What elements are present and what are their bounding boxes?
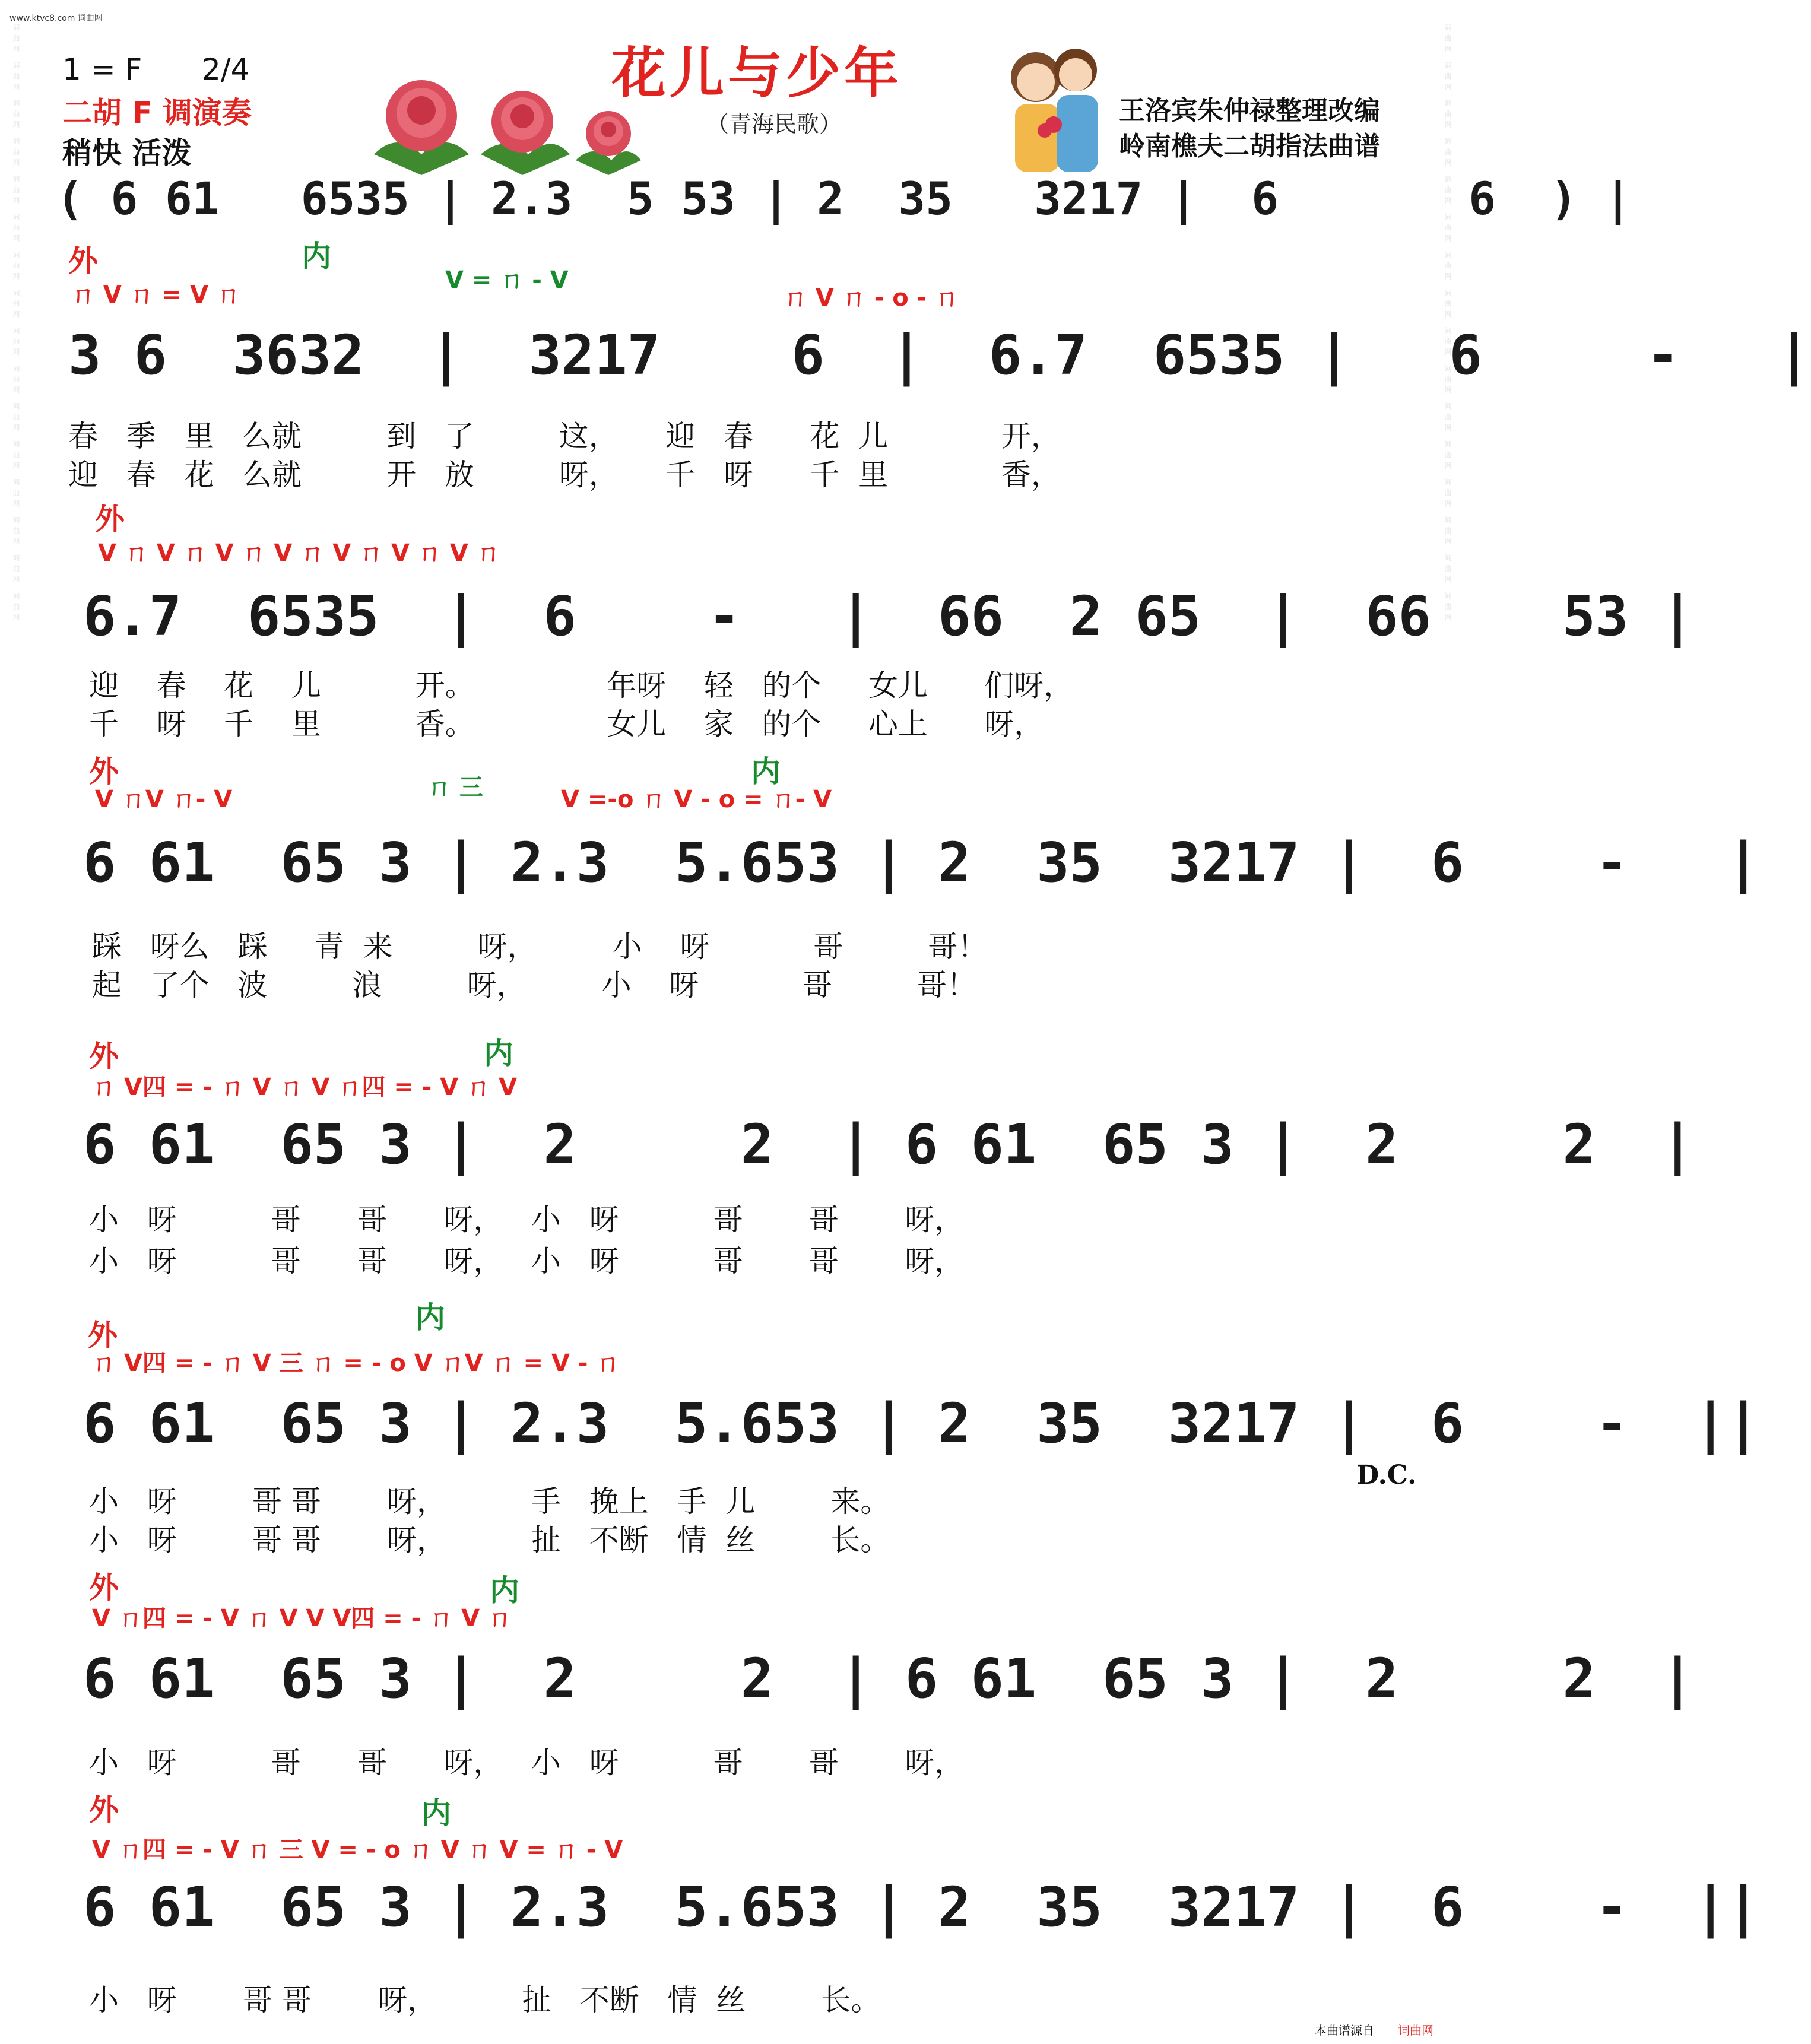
row5-marker-outer: 外: [88, 1318, 118, 1353]
row2-lyrics-1: 迎 春 花 儿 开。 年呀 轻 的个 女儿 们呀，: [89, 668, 1074, 703]
couple-illustration: [1003, 36, 1107, 178]
row3-notes: 6 61 65 3 | 2.3 5.653 | 2 35 3217 | 6 - |: [83, 831, 1760, 894]
row5-lyrics-1: 小 呀 哥 哥 呀， 手 挽上 手 儿 来。: [89, 1484, 890, 1519]
row3-lyrics-1: 踩 呀么 踩 青 来 呀， 小 呀 哥 哥！: [92, 929, 988, 964]
row5-marker-inner: 内: [416, 1300, 445, 1335]
row1-bowing-inner: V = ㄇ - V: [445, 266, 569, 294]
row1-marker-inner: 内: [302, 239, 331, 274]
row3-bowing: V ㄇV ㄇ- V: [95, 786, 233, 813]
time-signature: 2/4: [202, 52, 250, 87]
footer-source: 本曲谱源自: [1315, 2023, 1374, 2037]
row3-marker-outer: 外: [89, 754, 119, 789]
row4-bowing: ㄇ V四 = - ㄇ V ㄇ V ㄇ四 = - V ㄇ V: [92, 1074, 518, 1101]
row5-notes: 6 61 65 3 | 2.3 5.653 | 2 35 3217 | 6 - ||: [83, 1392, 1760, 1455]
rose-left: [374, 80, 469, 175]
row4-marker-outer: 外: [89, 1039, 119, 1074]
row1-marker-outer: 外: [68, 244, 98, 278]
row7-bowing: V ㄇ四 = - V ㄇ 三 V = - o ㄇ V ㄇ V = ㄇ - V: [92, 1836, 623, 1864]
row2-lyrics-2: 千 呀 千 里 香。 女儿 家 的个 心上 呀，: [89, 707, 1044, 741]
row2-notes: 6.7 6535 | 6 - | 66 2 65 | 66 53 |: [83, 585, 1695, 648]
song-title: 花儿与少年: [611, 42, 903, 105]
row1-lyrics-2: 迎 春 花 么就 开 放 呀， 千 呀 千 里 香，: [68, 458, 1061, 492]
credit-notation: 岭南樵夫二胡指法曲谱: [1119, 131, 1380, 161]
da-capo-marking: D.C.: [1356, 1460, 1417, 1490]
row6-marker-outer: 外: [89, 1570, 119, 1605]
row2-marker-outer: 外: [95, 502, 125, 537]
row3-bowing-inner: ㄇ 三: [427, 774, 483, 801]
row7-marker-outer: 外: [89, 1793, 119, 1827]
row2-bowing: V ㄇ V ㄇ V ㄇ V ㄇ V ㄇ V ㄇ V ㄇ: [98, 539, 500, 567]
key-signature: 1 = F: [62, 52, 142, 87]
song-subtitle: （青海民歌）: [706, 111, 842, 137]
site-url: www.ktvc8.com 词曲网: [9, 14, 103, 23]
row7-lyrics-1: 小 呀 哥 哥 呀， 扯 不断 情 丝 长。: [89, 1983, 881, 2017]
tempo-marking: 稍快 活泼: [62, 136, 192, 170]
row1-notes: 3 6 3632 | 3217 6 | 6.7 6535 | 6 - |: [68, 323, 1811, 387]
right-watermark: 词曲网 词曲网 词曲网 词曲网 词曲网 词曲网 词曲网 词曲网 词曲网 词曲网 词曲网 词曲网 词曲网 词曲网 词曲网 词曲网: [1444, 24, 1452, 624]
row4-notes: 6 61 65 3 | 2 2 | 6 61 65 3 | 2 2 |: [83, 1113, 1695, 1176]
row3-lyrics-2: 起 了个 波 浪 呀， 小 呀 哥 哥！: [92, 968, 977, 1002]
row1-lyrics-1: 春 季 里 么就 到 了 这， 迎 春 花 儿 开，: [68, 419, 1061, 453]
performance-note: 二胡 F 调演奏: [62, 96, 252, 130]
row4-marker-inner: 内: [484, 1036, 513, 1071]
row6-lyrics-1: 小 呀 哥 哥 呀， 小 呀 哥 哥 呀，: [89, 1745, 965, 1780]
row3-marker-inner: 内: [751, 754, 781, 789]
left-watermark: 词曲网 词曲网 词曲网 词曲网 词曲网 词曲网 词曲网 词曲网 词曲网 词曲网 词曲网 词曲网 词曲网 词曲网 词曲网 词曲网: [12, 24, 20, 624]
row6-notes: 6 61 65 3 | 2 2 | 6 61 65 3 | 2 2 |: [83, 1647, 1695, 1710]
row6-bowing: V ㄇ四 = - V ㄇ V V V四 = - ㄇ V ㄇ: [92, 1605, 512, 1632]
rose-middle: [481, 91, 570, 175]
footer-site[interactable]: 词曲网: [1398, 2023, 1433, 2037]
row1-bowing: ㄇ V ㄇ = V ㄇ: [71, 281, 241, 309]
prelude-notes: ( 6 61 6535 | 2.3 5 53 | 2 35 3217 | 6 6 ) |: [56, 172, 1632, 225]
rose-illustration: [362, 65, 647, 178]
row1-bowing-2: ㄇ V ㄇ - o - ㄇ: [784, 284, 959, 312]
row4-lyrics-1: 小 呀 哥 哥 呀， 小 呀 哥 哥 呀，: [89, 1202, 965, 1237]
row7-notes: 6 61 65 3 | 2.3 5.653 | 2 35 3217 | 6 - ||: [83, 1875, 1760, 1939]
row7-marker-inner: 内: [421, 1796, 451, 1830]
credit-arranger: 王洛宾朱仲禄整理改编: [1119, 96, 1380, 126]
row4-lyrics-2: 小 呀 哥 哥 呀， 小 呀 哥 哥 呀，: [89, 1244, 965, 1278]
rose-right: [576, 111, 641, 175]
row6-marker-inner: 内: [490, 1573, 519, 1608]
row5-bowing: ㄇ V四 = - ㄇ V 三 ㄇ = - o V ㄇV ㄇ = V - ㄇ: [92, 1350, 620, 1377]
row3-bowing-2: V =-o ㄇ V - o = ㄇ- V: [561, 786, 832, 813]
row5-lyrics-2: 小 呀 哥 哥 呀， 扯 不断 情 丝 长。: [89, 1523, 890, 1557]
